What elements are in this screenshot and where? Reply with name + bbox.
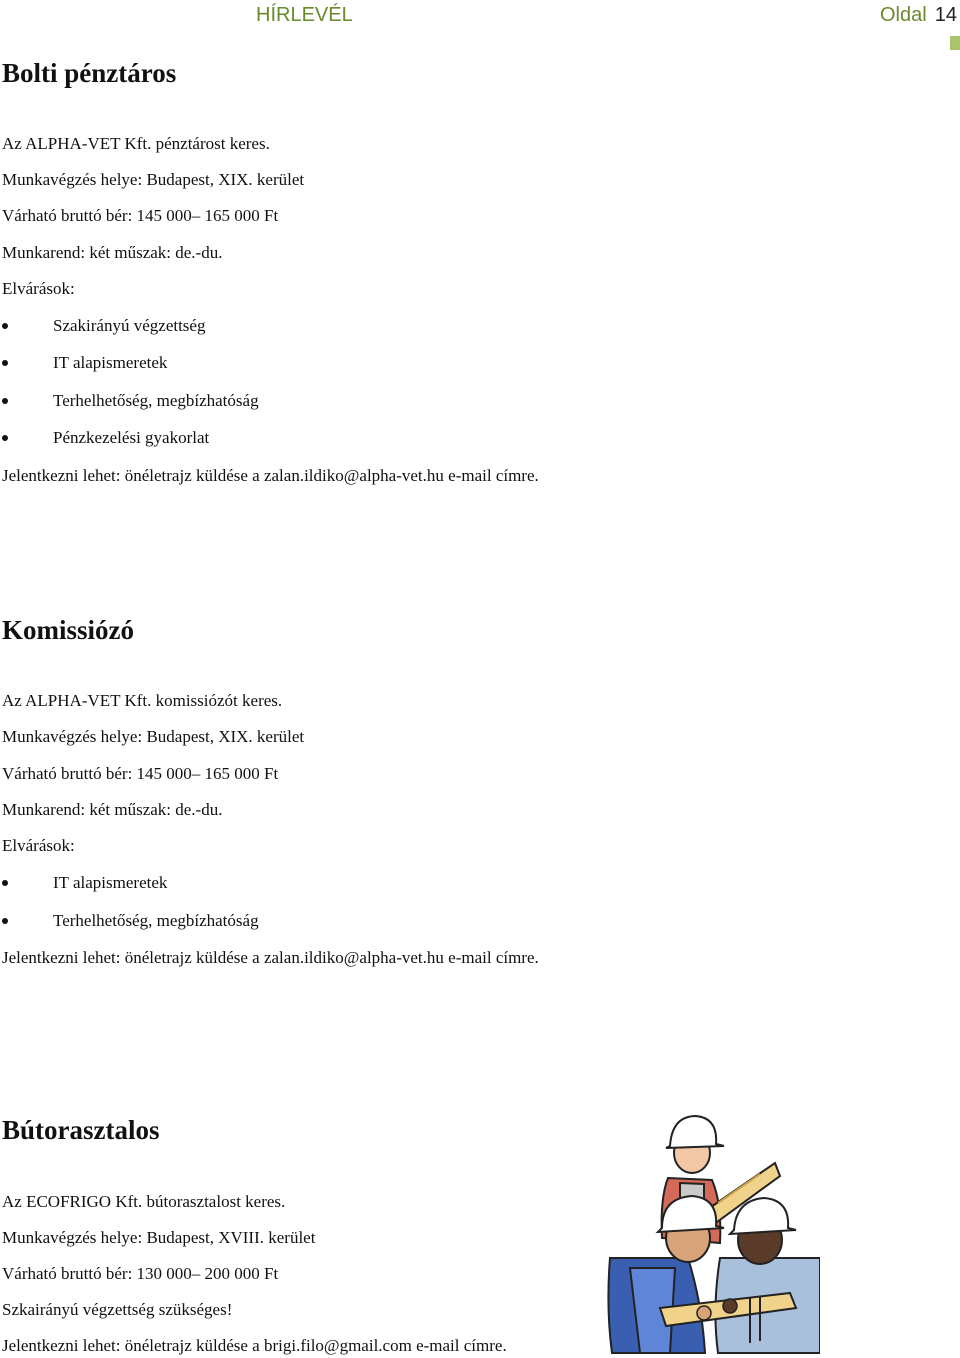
job-title: Bolti pénztáros	[2, 58, 177, 88]
page-label: Oldal	[880, 4, 927, 26]
job-title: Komissiózó	[2, 615, 134, 645]
job-section-carpenter	[2, 1114, 602, 1358]
bullet-icon	[2, 398, 8, 404]
page-number: 14	[934, 4, 957, 26]
job-apply-line: Jelentkezni lehet: önéletrajz küldése a zalan.ildiko@alpha-vet.hu e-mail címre.	[2, 466, 539, 485]
bullet-icon	[2, 323, 8, 329]
job-apply-line: Jelentkezni lehet: önéletrajz küldése a zalan.ildiko@alpha-vet.hu e-mail címre.	[2, 948, 539, 967]
newsletter-title: HÍRLEVÉL	[256, 4, 353, 26]
page-header	[0, 0, 960, 52]
job-company-line: Az ALPHA-VET Kft. pénztárost keres.	[2, 134, 270, 153]
bullet-icon	[2, 918, 8, 924]
job-salary-line: Várható bruttó bér: 145 000– 165 000 Ft	[2, 764, 279, 783]
job-salary-line: Várható bruttó bér: 130 000– 200 000 Ft	[2, 1264, 279, 1283]
workers-illustration	[600, 1108, 820, 1358]
job-section-cashier: Bolti pénztáros Az ALPHA-VET Kft. pénztárost keres. Munkavégzés helye: Budapest, XIX. kerület Várható bruttó bér: 145 000– 165 000 Ft Munkarend: két műszak: de.-du. Elvárások: Szakirányú végzettség IT alapismeretek Terhelhetőség, megbízhatóság Pénzkezelési gyakorlat Jelentkezni lehet: önéletrajz küldése a zalan.ildiko@alpha-vet.hu e-mail címre.	[2, 58, 539, 485]
job-requirements-heading: Elvárások:	[2, 836, 75, 855]
header-divider-bar	[950, 36, 960, 50]
job-apply-line: Jelentkezni lehet: önéletrajz küldése a brigi.filo@gmail.com e-mail címre.	[2, 1336, 507, 1355]
job-salary-line: Várható bruttó bér: 145 000– 165 000 Ft	[2, 206, 279, 225]
job-schedule-line: Munkarend: két műszak: de.-du.	[2, 243, 223, 262]
job-company-line: Az ALPHA-VET Kft. komissiózót keres.	[2, 691, 283, 710]
bullet-icon	[2, 360, 8, 366]
job-location-line: Munkavégzés helye: Budapest, XIX. kerület	[2, 170, 305, 189]
bullet-icon	[2, 880, 8, 886]
job-schedule-line: Munkarend: két műszak: de.-du.	[2, 800, 223, 819]
job-section-picker: Komissiózó Az ALPHA-VET Kft. komissiózót keres. Munkavégzés helye: Budapest, XIX. kerület Várható bruttó bér: 145 000– 165 000 Ft Munkarend: két műszak: de.-du. Elvárások: IT alapismeretek Terhelhetőség, megbízhatóság Jelentkezni lehet: önéletrajz küldése a zalan.ildiko@alpha-vet.hu e-mail címre.	[2, 615, 539, 967]
job-requirements-heading: Elvárások:	[2, 279, 75, 298]
page-indicator	[880, 4, 957, 27]
job-qualification-line: Szkairányú végzettség szükséges!	[2, 1300, 233, 1319]
job-location-line: Munkavégzés helye: Budapest, XVIII. kerület	[2, 1228, 316, 1247]
bullet-icon	[2, 435, 8, 441]
job-title: Bútorasztalos	[2, 1115, 160, 1145]
job-location-line: Munkavégzés helye: Budapest, XIX. kerület	[2, 727, 305, 746]
job-company-line: Az ECOFRIGO Kft. bútorasztalost keres.	[2, 1192, 286, 1211]
